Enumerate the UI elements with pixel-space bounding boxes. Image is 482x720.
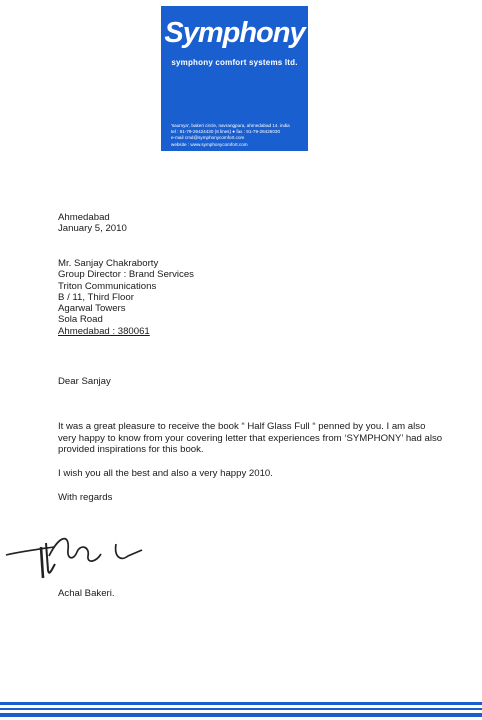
letter-date: January 5, 2010 xyxy=(58,223,127,235)
date-block xyxy=(58,212,127,235)
footer-stripe xyxy=(0,702,482,705)
body-paragraph: It was a great pleasure to receive the book “ Half Glass Full “ penned by you. I am also very happy to know from your covering letter that experiences from ‘SYMPHONY’ had also provided inspirations for this book. xyxy=(58,421,443,456)
company-tagline: symphony comfort systems ltd. xyxy=(171,58,298,67)
closing: With regards xyxy=(58,492,113,503)
company-address xyxy=(171,123,303,148)
recipient-address-line: B / 11, Third Floor xyxy=(58,291,134,303)
handwritten-signature xyxy=(4,520,154,595)
letter-place: Ahmedabad xyxy=(58,212,110,223)
email-line: e-mail cmd@symphonycomfort.com xyxy=(171,135,245,141)
recipient-address xyxy=(58,258,194,337)
salutation: Dear Sanjay xyxy=(58,376,111,387)
recipient-city: Ahmedabad : 380061 xyxy=(58,325,150,337)
footer-stripe xyxy=(0,708,482,710)
website-line: website : www.symphonycomfort.com xyxy=(171,141,248,147)
footer-stripe xyxy=(0,713,482,717)
recipient-title: Group Director : Brand Services xyxy=(58,269,194,281)
recipient-address-line: Sola Road xyxy=(58,314,103,326)
body-paragraph: I wish you all the best and also a very happy 2010. xyxy=(58,468,273,479)
phone-line: tel : 91-79-26424430 (8 lines) ● fax : 91-79-26425030 xyxy=(171,129,281,135)
address-line: 'saumya', bakeri circle, navrangpura, ahmedabad 14. india xyxy=(171,123,290,128)
letterhead-logo xyxy=(161,6,308,151)
recipient-company: Triton Communications xyxy=(58,280,157,292)
brand-name: Symphony xyxy=(164,17,305,49)
recipient-name: Mr. Sanjay Chakraborty xyxy=(58,258,159,269)
recipient-address-line: Agarwal Towers xyxy=(58,303,126,315)
signatory-name: Achal Bakeri. xyxy=(58,588,115,599)
